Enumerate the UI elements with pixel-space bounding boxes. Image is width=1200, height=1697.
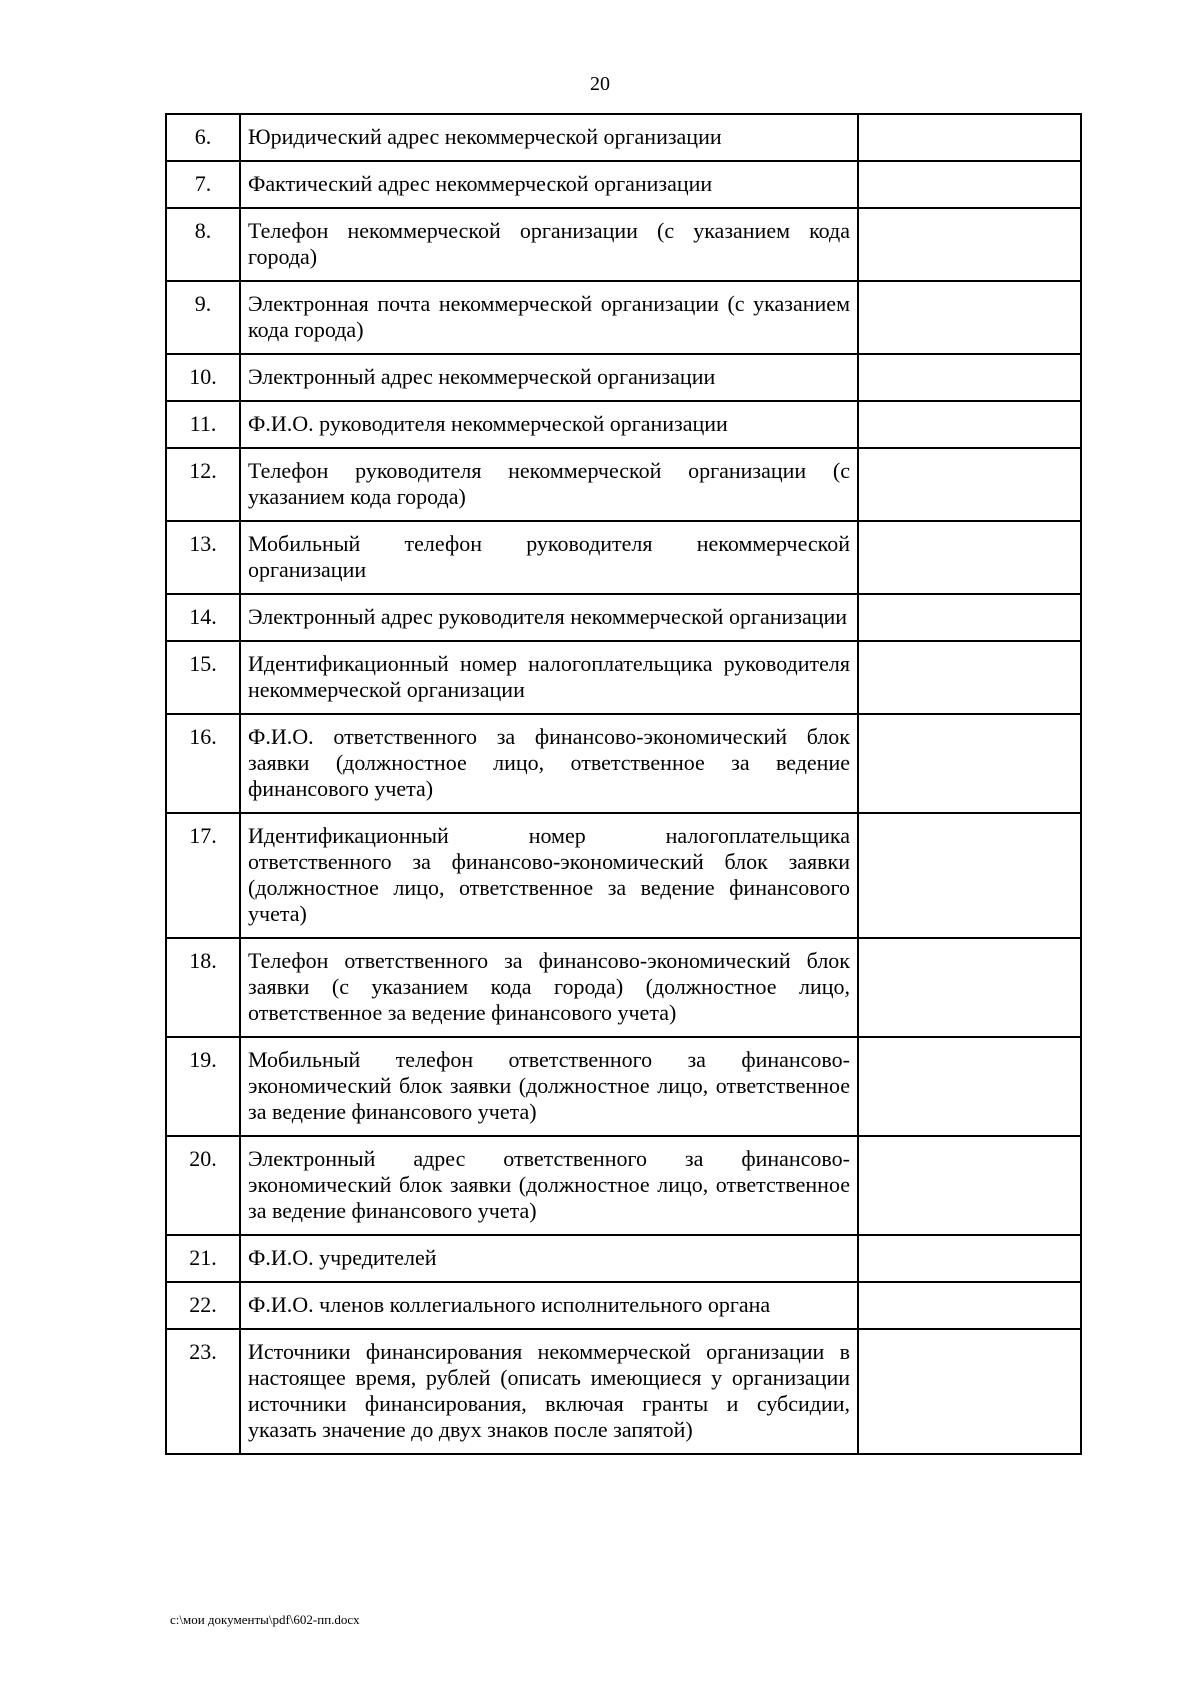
row-label: Телефон некоммерческой организации (с указанием кода города) bbox=[240, 208, 858, 281]
row-number: 11. bbox=[166, 401, 240, 448]
row-label: Телефон ответственного за финансово-экономический блок заявки (с указанием кода города) (должностное лицо, ответственное за ведение финансового учета) bbox=[240, 938, 858, 1037]
row-label: Телефон руководителя некоммерческой организации (с указанием кода города) bbox=[240, 448, 858, 521]
table-row bbox=[166, 401, 1081, 448]
table-row bbox=[166, 641, 1081, 714]
row-number: 7. bbox=[166, 161, 240, 208]
row-number: 20. bbox=[166, 1136, 240, 1235]
row-number: 18. bbox=[166, 938, 240, 1037]
row-number: 21. bbox=[166, 1235, 240, 1282]
row-value-cell[interactable] bbox=[858, 448, 1081, 521]
table-row bbox=[166, 1235, 1081, 1282]
table-row bbox=[166, 1136, 1081, 1235]
table-row bbox=[166, 813, 1081, 938]
table-row bbox=[166, 208, 1081, 281]
row-value-cell[interactable] bbox=[858, 1037, 1081, 1136]
table-row bbox=[166, 594, 1081, 641]
row-value-cell[interactable] bbox=[858, 521, 1081, 594]
row-number: 9. bbox=[166, 281, 240, 354]
table-row bbox=[166, 448, 1081, 521]
table-body bbox=[166, 114, 1081, 1454]
table-row bbox=[166, 714, 1081, 813]
row-number: 14. bbox=[166, 594, 240, 641]
row-label: Электронный адрес некоммерческой организации bbox=[240, 354, 858, 401]
row-number: 12. bbox=[166, 448, 240, 521]
row-value-cell[interactable] bbox=[858, 281, 1081, 354]
row-value-cell[interactable] bbox=[858, 354, 1081, 401]
row-label: Электронная почта некоммерческой организации (с указанием кода города) bbox=[240, 281, 858, 354]
row-value-cell[interactable] bbox=[858, 594, 1081, 641]
table-row bbox=[166, 354, 1081, 401]
table-row bbox=[166, 114, 1081, 161]
row-label: Идентификационный номер налогоплательщика руководителя некоммерческой организации bbox=[240, 641, 858, 714]
row-value-cell[interactable] bbox=[858, 161, 1081, 208]
row-number: 22. bbox=[166, 1282, 240, 1329]
row-value-cell[interactable] bbox=[858, 1282, 1081, 1329]
row-label: Мобильный телефон ответственного за финансово-экономический блок заявки (должностное лицо, ответственное за ведение финансового учета) bbox=[240, 1037, 858, 1136]
application-form-table bbox=[165, 113, 1082, 1455]
row-number: 16. bbox=[166, 714, 240, 813]
row-number: 23. bbox=[166, 1329, 240, 1454]
row-label: Фактический адрес некоммерческой организации bbox=[240, 161, 858, 208]
row-value-cell[interactable] bbox=[858, 114, 1081, 161]
row-number: 19. bbox=[166, 1037, 240, 1136]
row-number: 17. bbox=[166, 813, 240, 938]
footer-file-path: c:\мои документы\pdf\602-пп.docx bbox=[170, 1612, 360, 1627]
table-row bbox=[166, 1037, 1081, 1136]
table-row bbox=[166, 281, 1081, 354]
page-number: 20 bbox=[590, 73, 610, 95]
row-value-cell[interactable] bbox=[858, 1136, 1081, 1235]
row-label: Юридический адрес некоммерческой организации bbox=[240, 114, 858, 161]
row-value-cell[interactable] bbox=[858, 1329, 1081, 1454]
row-value-cell[interactable] bbox=[858, 714, 1081, 813]
row-label: Электронный адрес руководителя некоммерческой организации bbox=[240, 594, 858, 641]
row-label: Ф.И.О. руководителя некоммерческой организации bbox=[240, 401, 858, 448]
row-number: 10. bbox=[166, 354, 240, 401]
row-value-cell[interactable] bbox=[858, 813, 1081, 938]
table-row bbox=[166, 161, 1081, 208]
row-value-cell[interactable] bbox=[858, 1235, 1081, 1282]
table-row bbox=[166, 1329, 1081, 1454]
row-label: Ф.И.О. ответственного за финансово-экономический блок заявки (должностное лицо, ответственное за ведение финансового учета) bbox=[240, 714, 858, 813]
table-row bbox=[166, 938, 1081, 1037]
row-label: Ф.И.О. членов коллегиального исполнительного органа bbox=[240, 1282, 858, 1329]
row-label: Идентификационный номер налогоплательщика ответственного за финансово-экономический блок заявки (должностное лицо, ответственное за ведение финансового учета) bbox=[240, 813, 858, 938]
row-label: Источники финансирования некоммерческой организации в настоящее время, рублей (описать имеющиеся у организации источники финансирования, включая гранты и субсидии, указать значение до двух знаков после запятой) bbox=[240, 1329, 858, 1454]
row-value-cell[interactable] bbox=[858, 938, 1081, 1037]
row-value-cell[interactable] bbox=[858, 641, 1081, 714]
row-number: 13. bbox=[166, 521, 240, 594]
table-row bbox=[166, 1282, 1081, 1329]
table-row bbox=[166, 521, 1081, 594]
row-value-cell[interactable] bbox=[858, 401, 1081, 448]
row-label: Ф.И.О. учредителей bbox=[240, 1235, 858, 1282]
row-number: 15. bbox=[166, 641, 240, 714]
row-number: 8. bbox=[166, 208, 240, 281]
row-label: Электронный адрес ответственного за финансово-экономический блок заявки (должностное лицо, ответственное за ведение финансового учета) bbox=[240, 1136, 858, 1235]
row-value-cell[interactable] bbox=[858, 208, 1081, 281]
row-number: 6. bbox=[166, 114, 240, 161]
row-label: Мобильный телефон руководителя некоммерческой организации bbox=[240, 521, 858, 594]
